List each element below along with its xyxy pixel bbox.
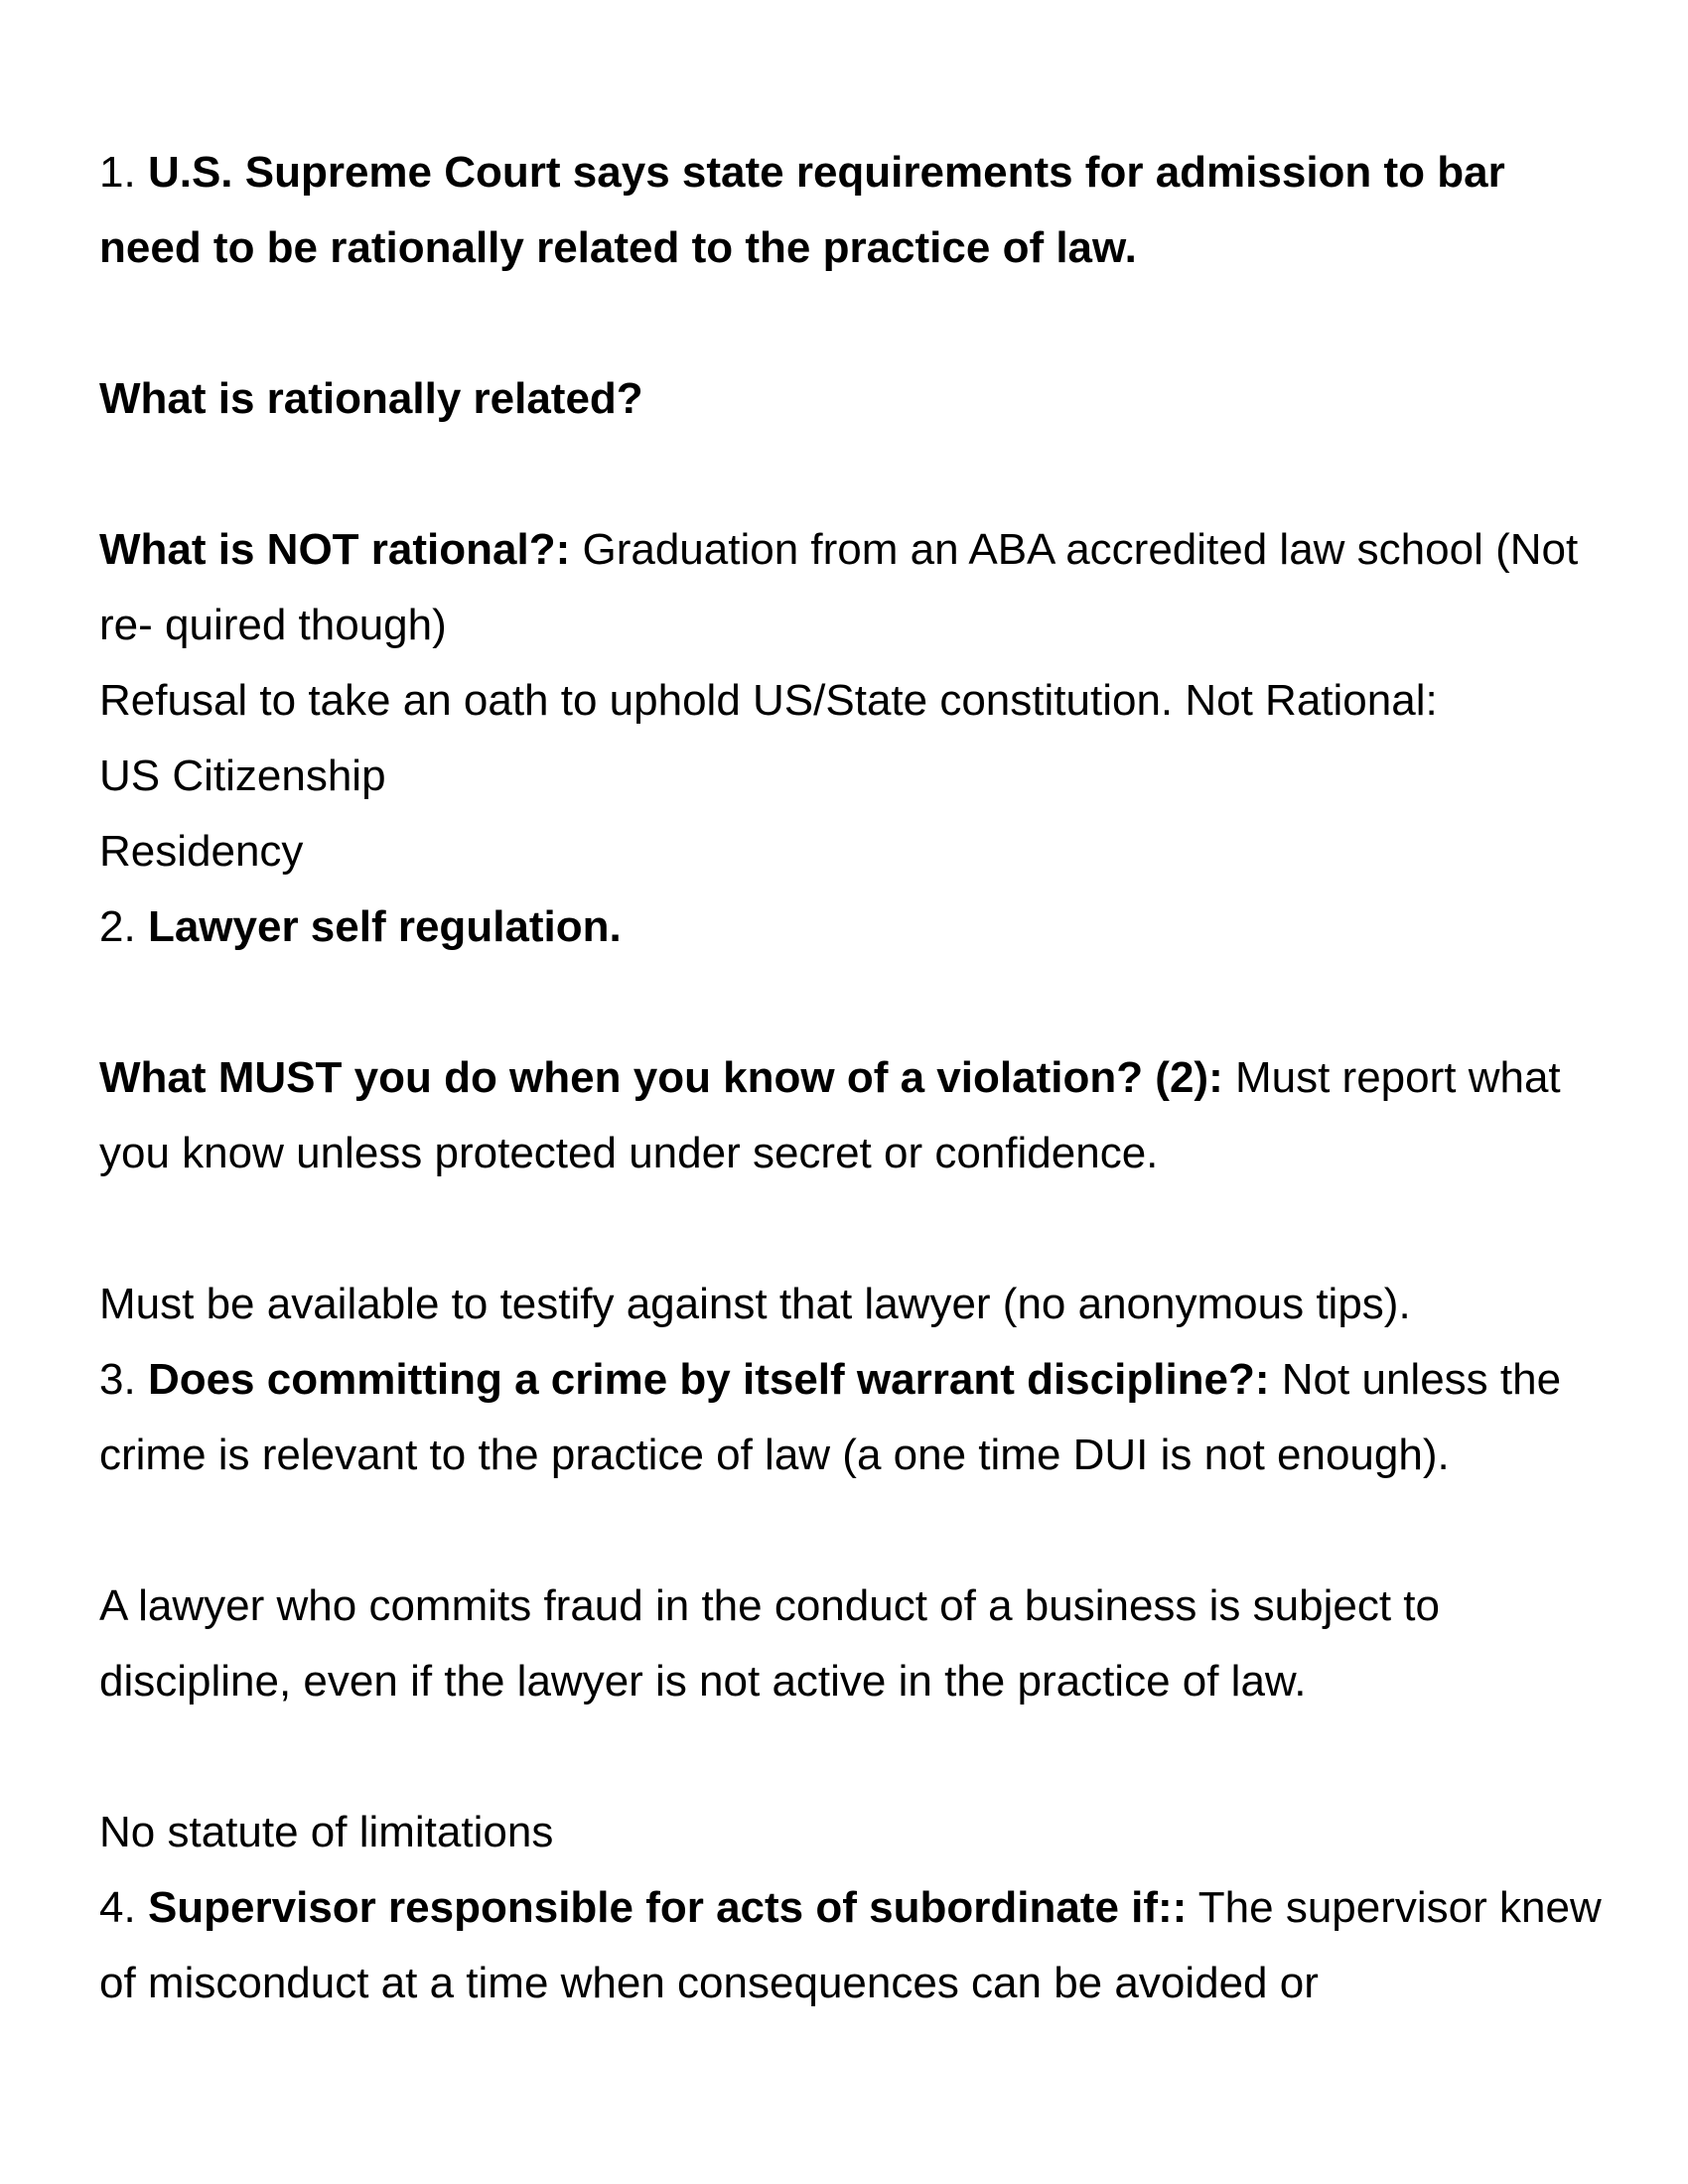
question-must-report-label: What MUST you do when you know of a violation? (2): — [99, 1053, 1223, 1102]
section-3-title: Does committing a crime by itself warrant discipline?: — [147, 1355, 1270, 1404]
oath-line: Refusal to take an oath to uphold US/State constitution. Not Rational: — [99, 676, 1438, 725]
question-not-rational-answer: Graduation from an ABA accredited law school (Not re- quired though) — [99, 525, 1579, 649]
section-3-number: 3. — [99, 1355, 136, 1404]
spacer — [99, 1191, 1609, 1267]
section-1-heading — [99, 135, 1609, 286]
section-1-number: 1. — [99, 148, 136, 197]
section-1-title: U.S. Supreme Court says state requirements for admission to bar need to be rationally related to the practice of law. — [99, 148, 1505, 272]
spacer — [99, 1493, 1609, 1569]
question-must-report — [99, 1040, 1609, 1191]
section-4-heading — [99, 1870, 1609, 2021]
question-not-rational — [99, 512, 1609, 663]
section-2-title: Lawyer self regulation. — [147, 902, 622, 951]
spacer — [99, 286, 1609, 361]
document-page — [99, 135, 1609, 2021]
fraud-paragraph: A lawyer who commits fraud in the conduct of a business is subject to discipline, even if the lawyer is not active in the practice of law. — [99, 1581, 1440, 1706]
section-3-answer: Not unless the crime is relevant to the practice of law (a one time DUI is not enough). — [99, 1355, 1562, 1479]
section-3-heading — [99, 1342, 1609, 1493]
citizenship-line: US Citizenship — [99, 751, 386, 800]
question-not-rational-label: What is NOT rational?: — [99, 525, 571, 574]
section-4-number: 4. — [99, 1883, 136, 1932]
testify-line: Must be available to testify against that lawyer (no anonymous tips). — [99, 1280, 1411, 1328]
spacer — [99, 965, 1609, 1040]
section-2-heading — [99, 889, 1609, 965]
residency-line: Residency — [99, 827, 304, 876]
spacer — [99, 1719, 1609, 1795]
limitations-line: No statute of limitations — [99, 1808, 554, 1856]
section-4-answer: The supervisor knew of misconduct at a time when consequences can be avoided or — [99, 1883, 1602, 2007]
spacer — [99, 437, 1609, 512]
section-2-number: 2. — [99, 902, 136, 951]
question-must-report-answer: Must report what you know unless protected under secret or confidence. — [99, 1053, 1561, 1177]
section-4-title: Supervisor responsible for acts of subordinate if:: — [147, 1883, 1188, 1932]
question-rationally-related: What is rationally related? — [99, 374, 643, 423]
